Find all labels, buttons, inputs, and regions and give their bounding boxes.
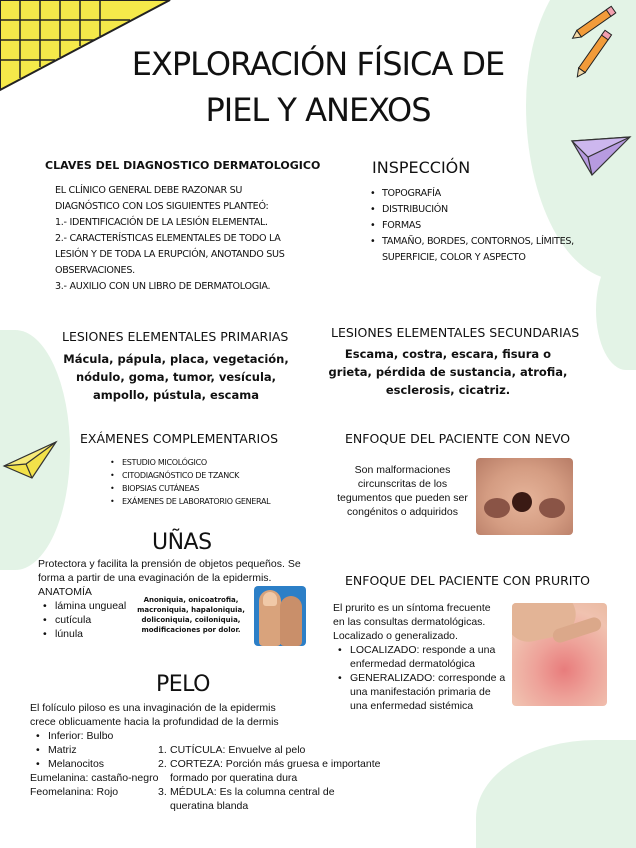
prurito-line: Localizado o generalizado. xyxy=(333,630,458,642)
inspeccion-item-continued-text: SUPERFICIE, COLOR Y ASPECTO xyxy=(382,252,526,263)
inspeccion-heading: INSPECCIÓN xyxy=(372,158,471,177)
prurito-line: en las consultas dermatológicas. xyxy=(333,616,486,628)
examenes-item: • EXÁMENES DE LABORATORIO GENERAL xyxy=(110,495,330,508)
claves-line: 2.- CARACTERÍSTICAS ELEMENTALES DE TODO LA xyxy=(55,233,281,244)
pelo-item: • Inferior: Bulbo xyxy=(36,729,156,743)
claves-line: 1.- IDENTIFICACIÓN DE LA LESIÓN ELEMENTAL. xyxy=(55,217,268,228)
examenes-heading: EXÁMENES COMPLEMENTARIOS xyxy=(80,431,278,446)
unas-heading: UÑAS xyxy=(152,530,212,555)
pelo-line: crece oblicuamente hacia la profundidad de la dermis xyxy=(30,716,279,728)
pelo-number: 2. xyxy=(158,758,167,770)
inspeccion-item: • TOPOGRAFÍA xyxy=(370,186,610,202)
prurito-item-line: enfermedad dermatológica xyxy=(350,658,475,670)
prurito-item-line: • GENERALIZADO: corresponde a xyxy=(350,672,506,684)
claves-heading: CLAVES DEL DIAGNOSTICO DERMATOLOGICO xyxy=(45,159,321,172)
inspeccion-item-continued xyxy=(370,250,610,266)
nostril-left xyxy=(484,498,510,518)
background-blob-bottom-right xyxy=(476,740,636,848)
inspeccion-item: • FORMAS xyxy=(370,218,610,234)
prurito-line: El prurito es un síntoma frecuente xyxy=(333,602,491,614)
pelo-numbered-line: CORTEZA: Porción más gruesa e importante xyxy=(170,758,381,770)
secundarias-line: grieta, pérdida de sustancia, atrofia, xyxy=(328,365,568,379)
unas-patologia-line: macroniquia, hapaloniquia, xyxy=(137,606,245,614)
finger xyxy=(280,596,302,646)
claves-line: DIAGNÓSTICO CON LOS SIGUIENTES PLANTEÓ: xyxy=(55,201,269,212)
pelo-item: • Melanocitos xyxy=(36,757,156,771)
pelo-numbered-item xyxy=(158,757,398,785)
pelo-extra-line: Feomelanina: Rojo xyxy=(30,786,119,798)
nevo-line: congénitos o adquiridos xyxy=(347,506,458,518)
examenes-item: • CITODIAGNÓSTICO DE TZANCK xyxy=(110,469,330,482)
examenes-list xyxy=(110,456,330,508)
unas-patologia-line: modificaciones por dolor. xyxy=(141,626,241,634)
prurito-item-line: • LOCALIZADO: responde a una xyxy=(350,644,496,656)
pelo-number: 3. xyxy=(158,786,167,798)
nevo-heading: ENFOQUE DEL PACIENTE CON NEVO xyxy=(345,431,571,446)
unas-photo xyxy=(254,586,306,646)
claves-line: EL CLÍNICO GENERAL DEBE RAZONAR SU xyxy=(55,185,243,196)
unas-patologias xyxy=(135,595,247,635)
prurito-list xyxy=(338,643,518,713)
pelo-numbered-line: MÉDULA: Es la columna central de xyxy=(170,786,335,798)
unas-line: Protectora y facilita la prensión de objetos pequeños. Se xyxy=(38,558,301,570)
primarias-text xyxy=(45,350,307,404)
unas-anatomia-item: • lúnula xyxy=(43,627,143,641)
unas-anatomia-item: • cutícula xyxy=(43,613,143,627)
page-title-line2: PIEL Y ANEXOS xyxy=(205,91,431,129)
secundarias-heading: LESIONES ELEMENTALES SECUNDARIAS xyxy=(331,325,580,340)
nevo-line: Son malformaciones xyxy=(354,464,451,476)
nevo-line: tegumentos que pueden ser xyxy=(337,492,468,504)
nevo-text xyxy=(330,463,475,519)
inspeccion-list xyxy=(370,186,610,266)
prurito-item-generalizado xyxy=(338,671,518,713)
page-title-line1: EXPLORACIÓN FÍSICA DE xyxy=(131,45,505,83)
pelo-extra-line: Eumelanina: castaño-negro xyxy=(30,772,159,784)
unas-anatomia-list xyxy=(43,599,143,641)
claves-line: 3.- AUXILIO CON UN LIBRO DE DERMATOLOGIA. xyxy=(55,281,271,292)
pelo-numbered-line: formado por queratina dura xyxy=(170,772,298,784)
secundarias-line: esclerosis, cicatriz. xyxy=(385,383,511,397)
unas-patologia-line: doliconiquia, coiloniquia, xyxy=(141,616,241,624)
nail xyxy=(263,592,277,606)
pelo-numbered-line: CUTÍCULA: Envuelve al pelo xyxy=(170,744,306,756)
prurito-item-line: una manifestación primaria de xyxy=(350,686,491,698)
pelo-numbered-item xyxy=(158,743,398,757)
unas-anatomia-item: • lámina ungueal xyxy=(43,599,143,613)
pelo-extra xyxy=(30,771,170,799)
paper-plane-icon xyxy=(570,135,632,177)
primarias-heading: LESIONES ELEMENTALES PRIMARIAS xyxy=(62,329,289,344)
nostril-right xyxy=(539,498,565,518)
primarias-line: Mácula, pápula, placa, vegetación, xyxy=(63,352,289,366)
nevo-line: circunscritas de los xyxy=(357,478,448,490)
prurito-photo xyxy=(512,603,607,706)
examenes-item: • ESTUDIO MICOLÓGICO xyxy=(110,456,330,469)
prurito-item-line: una enfermedad sistémica xyxy=(350,700,474,712)
paper-plane-yellow-icon xyxy=(2,440,58,482)
claves-line: LESIÓN Y DE TODA LA ERUPCIÓN, ANOTANDO SUS xyxy=(55,249,285,260)
primarias-line: ampollo, pústula, escama xyxy=(92,388,260,402)
claves-text xyxy=(55,183,325,295)
secundarias-line: Escama, costra, escara, fisura o xyxy=(344,347,552,361)
pelo-numbered-line: queratina blanda xyxy=(170,800,249,812)
nevo-photo xyxy=(476,458,573,535)
pelo-numbered-item xyxy=(158,785,398,813)
pelo-text xyxy=(30,701,330,729)
nevus-mark xyxy=(512,492,532,512)
inspeccion-item: • DISTRIBUCIÓN xyxy=(370,202,610,218)
unas-line: forma a partir de una evaginación de la epidermis. xyxy=(38,572,272,584)
claves-line: OBSERVACIONES. xyxy=(55,265,135,276)
pelo-heading: PELO xyxy=(156,672,210,697)
secundarias-text xyxy=(328,345,568,399)
pelo-numbered-list xyxy=(158,743,398,813)
pelo-number: 1. xyxy=(158,744,167,756)
inspeccion-item: • TAMAÑO, BORDES, CONTORNOS, LÍMITES, xyxy=(370,234,610,250)
pelo-item: • Matriz xyxy=(36,743,156,757)
prurito-item-localizado xyxy=(338,643,518,671)
unas-patologia-line: Anoniquia, onicoatrofia, xyxy=(143,596,239,604)
primarias-line: nódulo, goma, tumor, vesícula, xyxy=(75,370,277,384)
pelo-list xyxy=(36,729,156,771)
prurito-heading: ENFOQUE DEL PACIENTE CON PRURITO xyxy=(345,573,590,588)
prurito-text xyxy=(333,601,513,643)
pelo-line: El folículo piloso es una invaginación de la epidermis xyxy=(30,702,276,714)
unas-anatomia-label: ANATOMÍA xyxy=(38,586,92,598)
examenes-item: • BIOPSIAS CUTÁNEAS xyxy=(110,482,330,495)
